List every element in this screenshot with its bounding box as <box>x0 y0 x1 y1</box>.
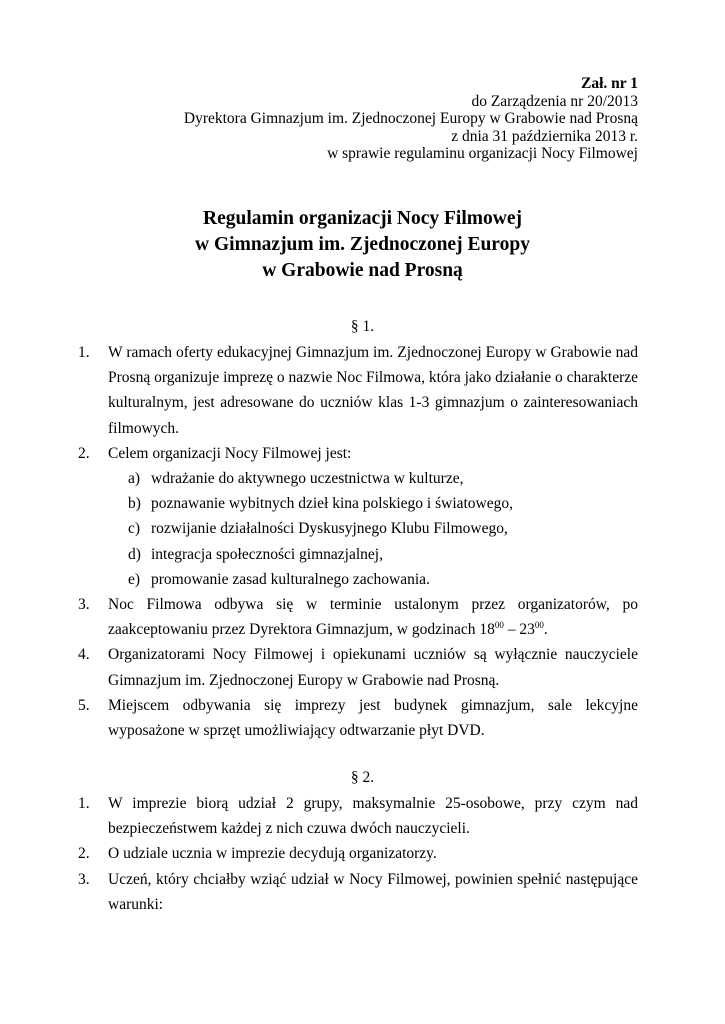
item-text: Miejscem odbywania się imprezy jest budynek gimnazjum, sale lekcyjne wyposażone w sprzęt umożliwiający odtwarzanie płyt DVD. <box>108 696 638 740</box>
section-heading: § 2. <box>350 769 375 786</box>
sub-list-item <box>78 516 638 541</box>
sub-list-item <box>78 542 638 567</box>
item-text: O udziale ucznia w imprezie decydują organizatorzy. <box>108 845 437 863</box>
list-item <box>78 441 638 466</box>
header-line: do Zarządzenia nr 20/2013 <box>471 92 638 110</box>
item-number: 1. <box>78 795 90 812</box>
section-1-list <box>78 340 638 743</box>
list-item <box>78 693 638 743</box>
list-item <box>78 841 638 866</box>
header-line: Dyrektora Gimnazjum im. Zjednoczonej Europy w Grabowie nad Prosną <box>183 110 638 128</box>
time-superscript: 00 <box>494 620 504 631</box>
sub-item-text: integracja społeczności gimnazjalnej, <box>151 545 383 563</box>
item-number: 1. <box>78 344 90 361</box>
document-header <box>184 75 638 163</box>
sub-item-text: poznawanie wybitnych dzieł kina polskiego i światowego, <box>151 495 514 513</box>
section-heading: § 1. <box>350 318 375 335</box>
item-text: . <box>543 621 548 639</box>
sub-item-letter: a) <box>128 470 141 488</box>
item-number: 3. <box>78 870 90 888</box>
header-line: w sprawie regulaminu organizacji Nocy Filmowej <box>327 145 638 163</box>
section-2-list <box>78 791 638 917</box>
item-text: – 23 <box>503 621 535 639</box>
annex-number: Zał. nr 1 <box>581 75 638 92</box>
title-line: Regulamin organizacji Nocy Filmowej <box>203 208 522 229</box>
sub-list-item <box>78 567 638 592</box>
sub-list-item <box>78 466 638 491</box>
sub-item-text: rozwijanie działalności Dyskusyjnego Klubu Filmowego, <box>151 520 508 538</box>
list-item <box>78 592 638 642</box>
item-number: 2. <box>78 845 90 863</box>
sub-list-item <box>78 491 638 516</box>
list-item <box>78 642 638 692</box>
header-date: z dnia 31 października 2013 r. <box>451 127 638 145</box>
list-item <box>78 340 638 441</box>
item-number: 2. <box>78 444 90 462</box>
item-text: Noc Filmowa odbywa się w terminie ustalonym przez organizatorów, po zaakceptowaniu przez Dyrektora Gimnazjum, w godzinach 18 <box>108 596 638 639</box>
title-line: w Grabowie nad Prosną <box>262 260 463 281</box>
item-text: W imprezie biorą udział 2 grupy, maksymalnie 25-osobowe, przy czym nad bezpieczeństwem każdej z nich czuwa dwóch nauczycieli. <box>108 795 638 838</box>
item-number: 5. <box>78 696 90 714</box>
item-number: 4. <box>78 646 90 664</box>
sub-item-letter: b) <box>128 495 141 513</box>
item-text: Organizatorami Nocy Filmowej i opiekunami uczniów są wyłącznie nauczyciele Gimnazjum im. Zjednoczonej Europy w Grabowie nad Prosną. <box>108 646 638 689</box>
item-text: Uczeń, który chciałby wziąć udział w Nocy Filmowej, powinien spełnić następujące warunki: <box>108 870 638 913</box>
item-text: Celem organizacji Nocy Filmowej jest: <box>108 444 352 462</box>
list-item <box>78 791 638 841</box>
sub-item-text: wdrażanie do aktywnego uczestnictwa w kulturze, <box>151 470 464 488</box>
sub-item-letter: c) <box>128 520 141 538</box>
document-title <box>0 206 725 284</box>
title-line: w Gimnazjum im. Zjednoczonej Europy <box>195 234 530 255</box>
item-text: W ramach oferty edukacyjnej Gimnazjum im. Zjednoczonej Europy w Grabowie nad Prosną organizuje imprezę o nazwie Noc Filmowa, która jako działanie o charakterze kulturalnym, jest adresowane do uczniów klas 1-3 gimnazjum o zainteresowaniach filmowych. <box>108 344 638 437</box>
sub-item-text: promowanie zasad kulturalnego zachowania. <box>151 570 430 588</box>
list-item <box>78 867 638 917</box>
time-superscript: 00 <box>534 620 544 631</box>
sub-item-letter: d) <box>128 545 141 563</box>
sub-item-letter: e) <box>128 570 141 588</box>
item-number: 3. <box>78 596 90 614</box>
